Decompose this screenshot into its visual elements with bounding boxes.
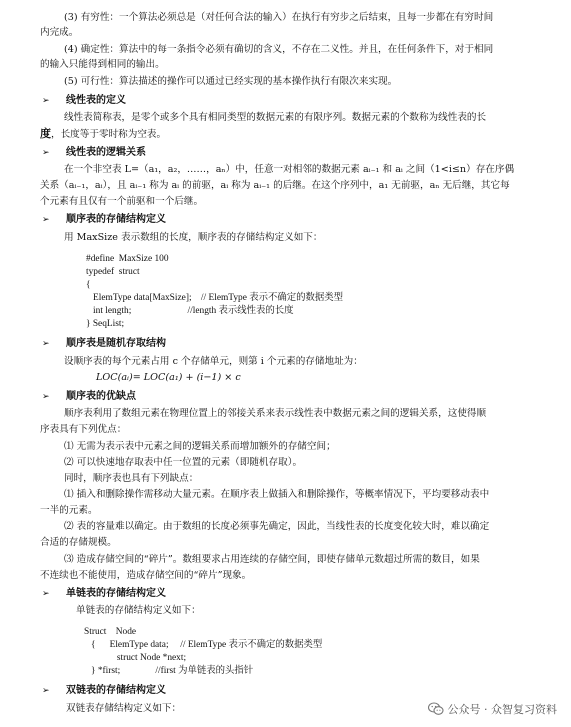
text-line: 双链表存储结构定义如下：	[66, 703, 182, 714]
code-line: {	[86, 280, 91, 290]
section-heading	[42, 146, 146, 160]
text-line: ⑵ 可以快速地存取表中任一位置的元素（即随机存取）。	[64, 457, 303, 468]
text-line: 单链表的存储结构定义如下：	[76, 605, 201, 616]
section-heading	[42, 213, 166, 227]
text-line: 个元素有且仅有一个前驱和一个后继。	[40, 196, 204, 207]
text-line: 序表具有下列优点：	[40, 424, 127, 435]
text-line: ⑵ 表的容量难以确定。由于数组的长度必须事先确定，因此，当线性表的长度变化较大时，难以确定	[64, 521, 490, 532]
text-line: (4) 确定性：算法中的每一条指令必须有确切的含义，不存在二义性。并且，在任何条件下，对于相同	[64, 44, 494, 55]
heading-text: 顺序表是随机存取结构	[66, 338, 166, 349]
text-line: 不连续也不能使用，造成存储空间的“碎片”现象。	[40, 570, 252, 581]
code-line: struct Node *next;	[84, 653, 187, 663]
section-heading	[42, 94, 126, 108]
text-line: ⑴ 无需为表示表中元素之间的逻辑关系而增加额外的存储空间；	[64, 441, 336, 452]
watermark	[428, 699, 558, 719]
arrow-bullet-icon: ➢	[42, 148, 50, 158]
bold-term: 度	[40, 127, 51, 140]
wechat-icon	[428, 702, 444, 716]
text-line: 在一个非空表 L=（a₁，a₂，……，aₙ）中，任意一对相邻的数据元素 aᵢ₋₁ 和 aᵢ 之间（1<i≤n）存在序偶	[64, 164, 515, 175]
code-line: #define MaxSize 100	[86, 254, 169, 264]
heading-text: 单链表的存储结构定义	[66, 588, 166, 599]
code-line: typedef struct	[86, 267, 140, 277]
text-line: 线性表简称表，是零个或多个具有相同类型的数据元素的有限序列。数据元素的个数称为线性表的长	[64, 112, 487, 123]
text-line: 关系（aᵢ₋₁，aᵢ），且 aᵢ₋₁ 称为 aᵢ 的前驱，aᵢ 称为 aᵢ₋₁ 的后继。在这个序列中，a₁ 无前驱，aₙ 无后继，其它每	[40, 180, 510, 191]
arrow-bullet-icon: ➢	[42, 589, 50, 599]
code-line: Struct Node	[84, 627, 137, 637]
text-line: 内完成。	[40, 27, 79, 38]
section-heading	[42, 337, 166, 351]
text-line: 一半的元素。	[40, 505, 98, 516]
text-line: 的输入只能得到相同的输出。	[40, 59, 165, 70]
arrow-bullet-icon: ➢	[42, 392, 50, 402]
heading-text: 顺序表的存储结构定义	[66, 214, 166, 225]
section-heading	[42, 390, 136, 404]
text-line: 合适的存储规模。	[40, 537, 117, 548]
code-line: } *first; //first 为单链表的头指针	[84, 666, 254, 676]
text-line: (3) 有穷性：一个算法必须总是（对任何合法的输入）在执行有穷步之后结束，且每一步都在有穷时间	[64, 12, 494, 23]
heading-text: 线性表的逻辑关系	[66, 147, 146, 158]
watermark-text: 公众号 · 众智复习资料	[447, 703, 557, 716]
text-line: 设顺序表的每个元素占用 c 个存储单元，则第 i 个元素的存储地址为：	[64, 356, 363, 367]
code-line: { ElemType data; // ElemType 表示不确定的数据类型	[84, 640, 323, 650]
heading-text: 双链表的存储结构定义	[66, 685, 166, 696]
section-heading	[42, 587, 166, 601]
code-line: ElemType data[MaxSize]; // ElemType 表示不确定的数据类型	[86, 293, 343, 303]
text-line	[40, 127, 166, 141]
arrow-bullet-icon: ➢	[42, 215, 50, 225]
code-line: } SeqList;	[86, 319, 125, 329]
text-line: ⑶ 造成存储空间的“碎片”。数组要求占用连续的存储空间，即使存储单元数超过所需的数目，如果	[64, 554, 480, 565]
heading-text: 顺序表的优缺点	[66, 391, 136, 402]
text-line: 同时，顺序表也具有下列缺点：	[64, 473, 199, 484]
formula: LOC(aᵢ)= LOC(a₁) + (i−1) × c	[96, 372, 241, 383]
text-line: 顺序表利用了数组元素在物理位置上的邻接关系来表示线性表中数据元素之间的逻辑关系，这使得顺	[64, 408, 487, 419]
heading-text: 线性表的定义	[66, 95, 126, 106]
code-line: int length; //length 表示线性表的长度	[86, 306, 294, 316]
text-line: (5) 可行性：算法描述的操作可以通过已经实现的基本操作执行有限次来实现。	[64, 76, 398, 87]
text-line: 用 MaxSize 表示数组的长度，顺序表的存储结构定义如下：	[64, 232, 323, 243]
text-span: ，长度等于零时称为空表。	[51, 129, 167, 140]
arrow-bullet-icon: ➢	[42, 686, 50, 696]
arrow-bullet-icon: ➢	[42, 339, 50, 349]
arrow-bullet-icon: ➢	[42, 96, 50, 106]
section-heading	[42, 684, 166, 698]
text-line: ⑴ 插入和删除操作需移动大量元素。在顺序表上做插入和删除操作，等概率情况下，平均要移动表中	[64, 489, 490, 500]
